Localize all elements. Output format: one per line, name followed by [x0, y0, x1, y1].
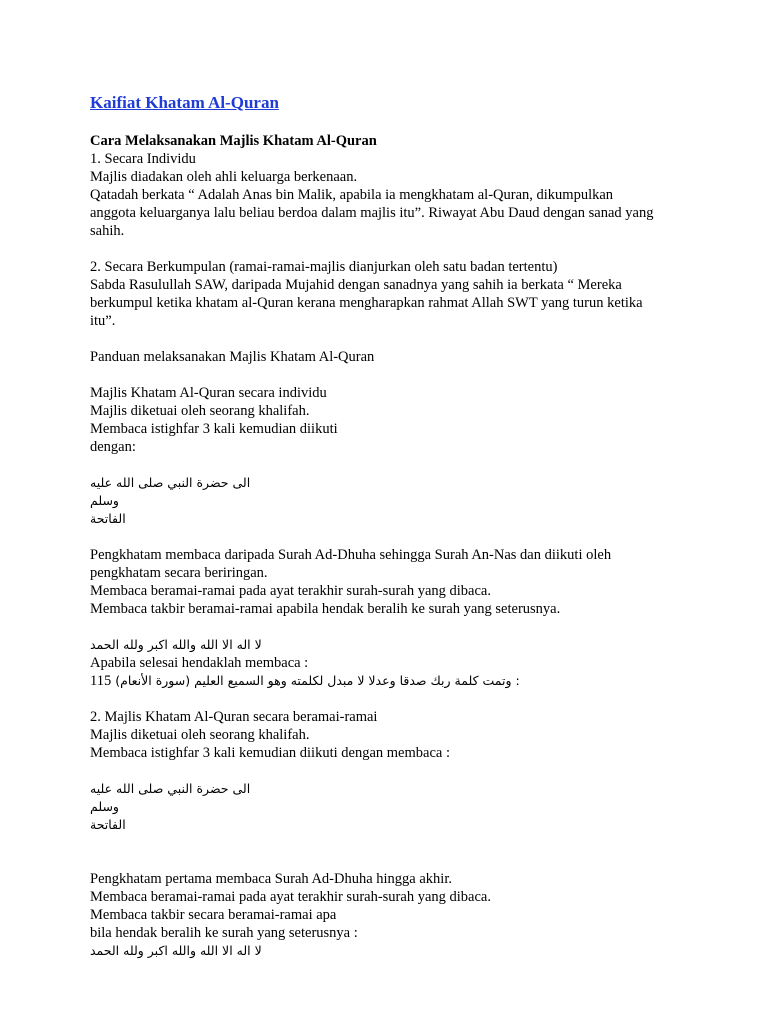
text-line: Membaca beramai-ramai pada ayat terakhir surah-surah yang dibaca. — [90, 889, 491, 905]
text-line: dengan: — [90, 439, 136, 455]
text-line: Apabila selesai hendaklah membaca : — [90, 655, 309, 671]
text-line: Membaca takbir secara beramai-ramai apa — [90, 907, 337, 923]
text-line: 2. Secara Berkumpulan (ramai-ramai-majlis dianjurkan oleh satu badan tertentu) — [90, 259, 558, 275]
text-line: Membaca istighfar 3 kali kemudian diikuti — [90, 421, 338, 437]
text-line: 1. Secara Individu — [90, 151, 196, 167]
text-line: Pengkhatam membaca daripada Surah Ad-Dhuha sehingga Surah An-Nas dan diikuti oleh — [90, 547, 612, 563]
spacer — [90, 618, 690, 636]
text-line: Majlis Khatam Al-Quran secara individu — [90, 385, 327, 401]
arabic-text-line: الفاتحة — [90, 817, 126, 832]
text-line: Majlis diketuai oleh seorang khalifah. — [90, 403, 310, 419]
text-line: Majlis diketuai oleh seorang khalifah. — [90, 727, 310, 743]
text-line: sahih. — [90, 223, 125, 239]
text-line: Pengkhatam pertama membaca Surah Ad-Dhuha hingga akhir. — [90, 871, 452, 887]
section-heading: Cara Melaksanakan Majlis Khatam Al-Quran — [90, 133, 377, 149]
text-line: Majlis diadakan oleh ahli keluarga berkenaan. — [90, 169, 358, 185]
spacer — [90, 762, 690, 780]
text-line: Panduan melaksanakan Majlis Khatam Al-Quran — [90, 349, 375, 365]
arabic-text-line: الفاتحة — [90, 511, 126, 526]
spacer — [90, 456, 690, 474]
spacer — [90, 330, 690, 348]
text-line: Sabda Rasulullah SAW, daripada Mujahid dengan sanadnya yang sahih ia berkata “ Mereka — [90, 277, 622, 293]
document-page — [90, 92, 690, 960]
spacer — [90, 852, 690, 870]
arabic-text-line: لا اله الا الله والله اكبر ولله الحمد — [90, 943, 262, 958]
text-line: anggota keluarganya lalu beliau berdoa dalam majlis itu”. Riwayat Abu Daud dengan sanad yang — [90, 205, 654, 221]
text-line: Membaca istighfar 3 kali kemudian diikuti dengan membaca : — [90, 745, 450, 761]
arabic-text-line: لا اله الا الله والله اكبر ولله الحمد — [90, 637, 262, 652]
text-line: pengkhatam secara beriringan. — [90, 565, 268, 581]
text-line: 2. Majlis Khatam Al-Quran secara beramai-ramai — [90, 709, 378, 725]
text-line: berkumpul ketika khatam al-Quran kerana mengharapkan rahmat Allah SWT yang turun ketika — [90, 295, 643, 311]
text-line: Qatadah berkata “ Adalah Anas bin Malik, apabila ia mengkhatam al-Quran, dikumpulkan — [90, 187, 614, 203]
arabic-verse: : وتمت كلمة ربك صدقا وعدلا لا مبدل لكلمته وهو السميع العليم (سورة الأنعام) — [115, 673, 520, 688]
spacer — [90, 114, 690, 132]
spacer — [90, 528, 690, 546]
text-line: Membaca takbir beramai-ramai apabila hendak beralih ke surah yang seterusnya. — [90, 601, 561, 617]
text-line: itu”. — [90, 313, 116, 329]
arabic-text-line: الى حضرة النبي صلى الله عليه وسلم — [90, 475, 251, 508]
verse-line — [90, 672, 690, 690]
text-line: Membaca beramai-ramai pada ayat terakhir surah-surah yang dibaca. — [90, 583, 491, 599]
spacer — [90, 690, 690, 708]
arabic-text-line: الى حضرة النبي صلى الله عليه وسلم — [90, 781, 251, 814]
spacer — [90, 240, 690, 258]
spacer — [90, 366, 690, 384]
spacer — [90, 834, 690, 852]
text-line: bila hendak beralih ke surah yang seterusnya : — [90, 925, 358, 941]
verse-number: 115 — [90, 673, 112, 689]
page-title-link[interactable]: Kaifiat Khatam Al-Quran — [90, 93, 279, 112]
